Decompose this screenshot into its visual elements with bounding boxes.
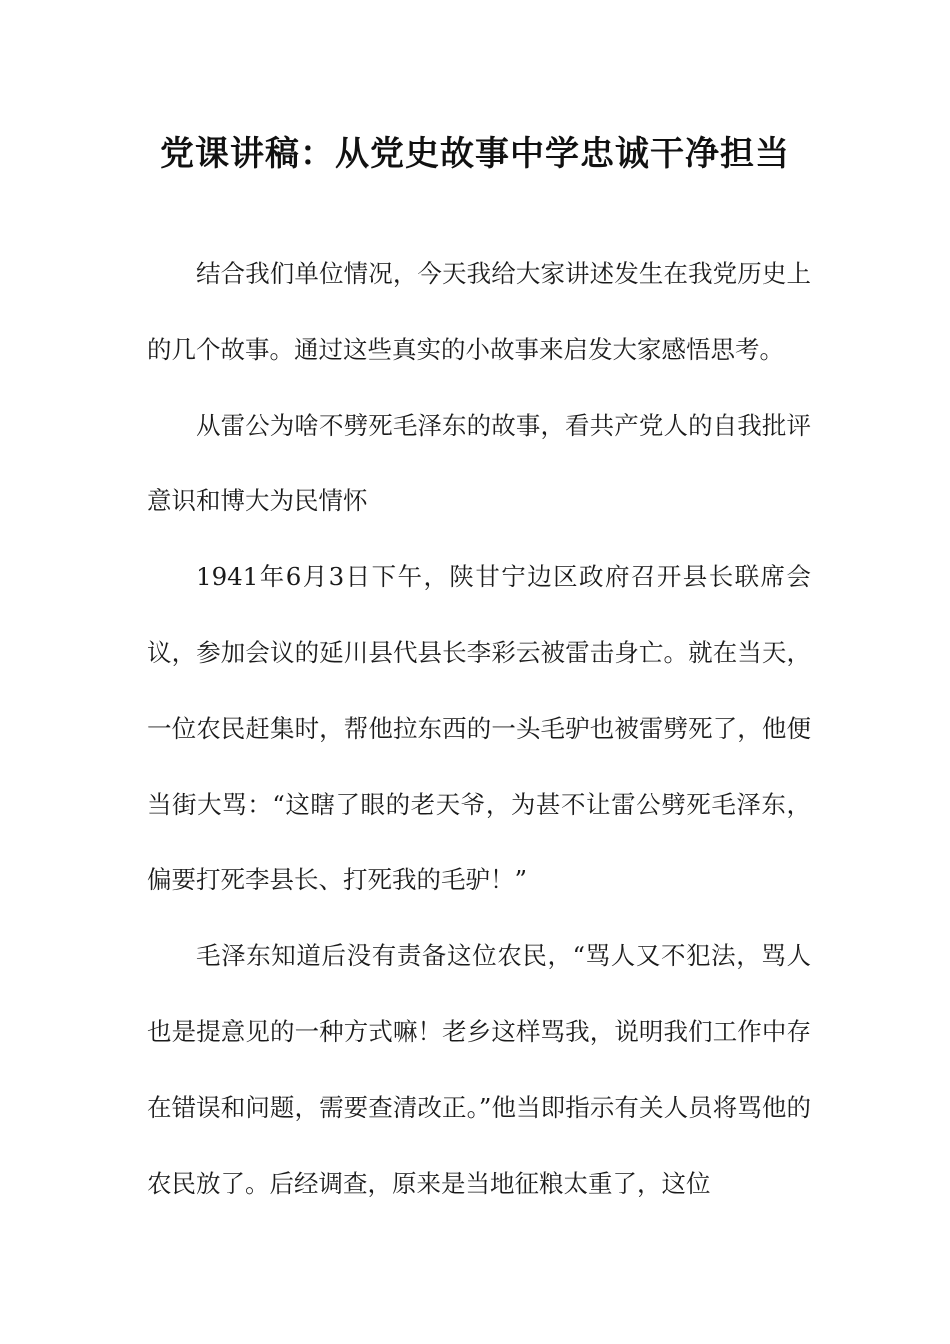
document-title: 党课讲稿：从党史故事中学忠诚干净担当 [160,134,790,174]
paragraph-response: 毛泽东知道后没有责备这位农民，“骂人又不犯法，骂人也是提意见的一种方式嘛！老乡这样骂我，说明我们工作中存在错误和问题，需要查清改正。”他当即指示有关人员将骂他的农民放了。后经调查，原来是当地征粮太重了，这位 [147,941,811,1198]
paragraph-intro: 结合我们单位情况，今天我给大家讲述发生在我党历史上的几个故事。通过这些真实的小故事来启发大家感悟思考。 [147,259,811,364]
paragraph-story: 1941年6月3日下午，陕甘宁边区政府召开县长联席会议，参加会议的延川县代县长李彩云被雷击身亡。就在当天，一位农民赶集时，帮他拉东西的一头毛驴也被雷劈死了，他便当街大骂：“这瞎了眼的老天爷，为甚不让雷公劈死毛泽东，偏要打死李县长、打死我的毛驴！” [147,562,811,895]
document-body [147,236,811,1221]
paragraph-section-heading: 从雷公为啥不劈死毛泽东的故事，看共产党人的自我批评意识和博大为民情怀 [147,410,811,516]
